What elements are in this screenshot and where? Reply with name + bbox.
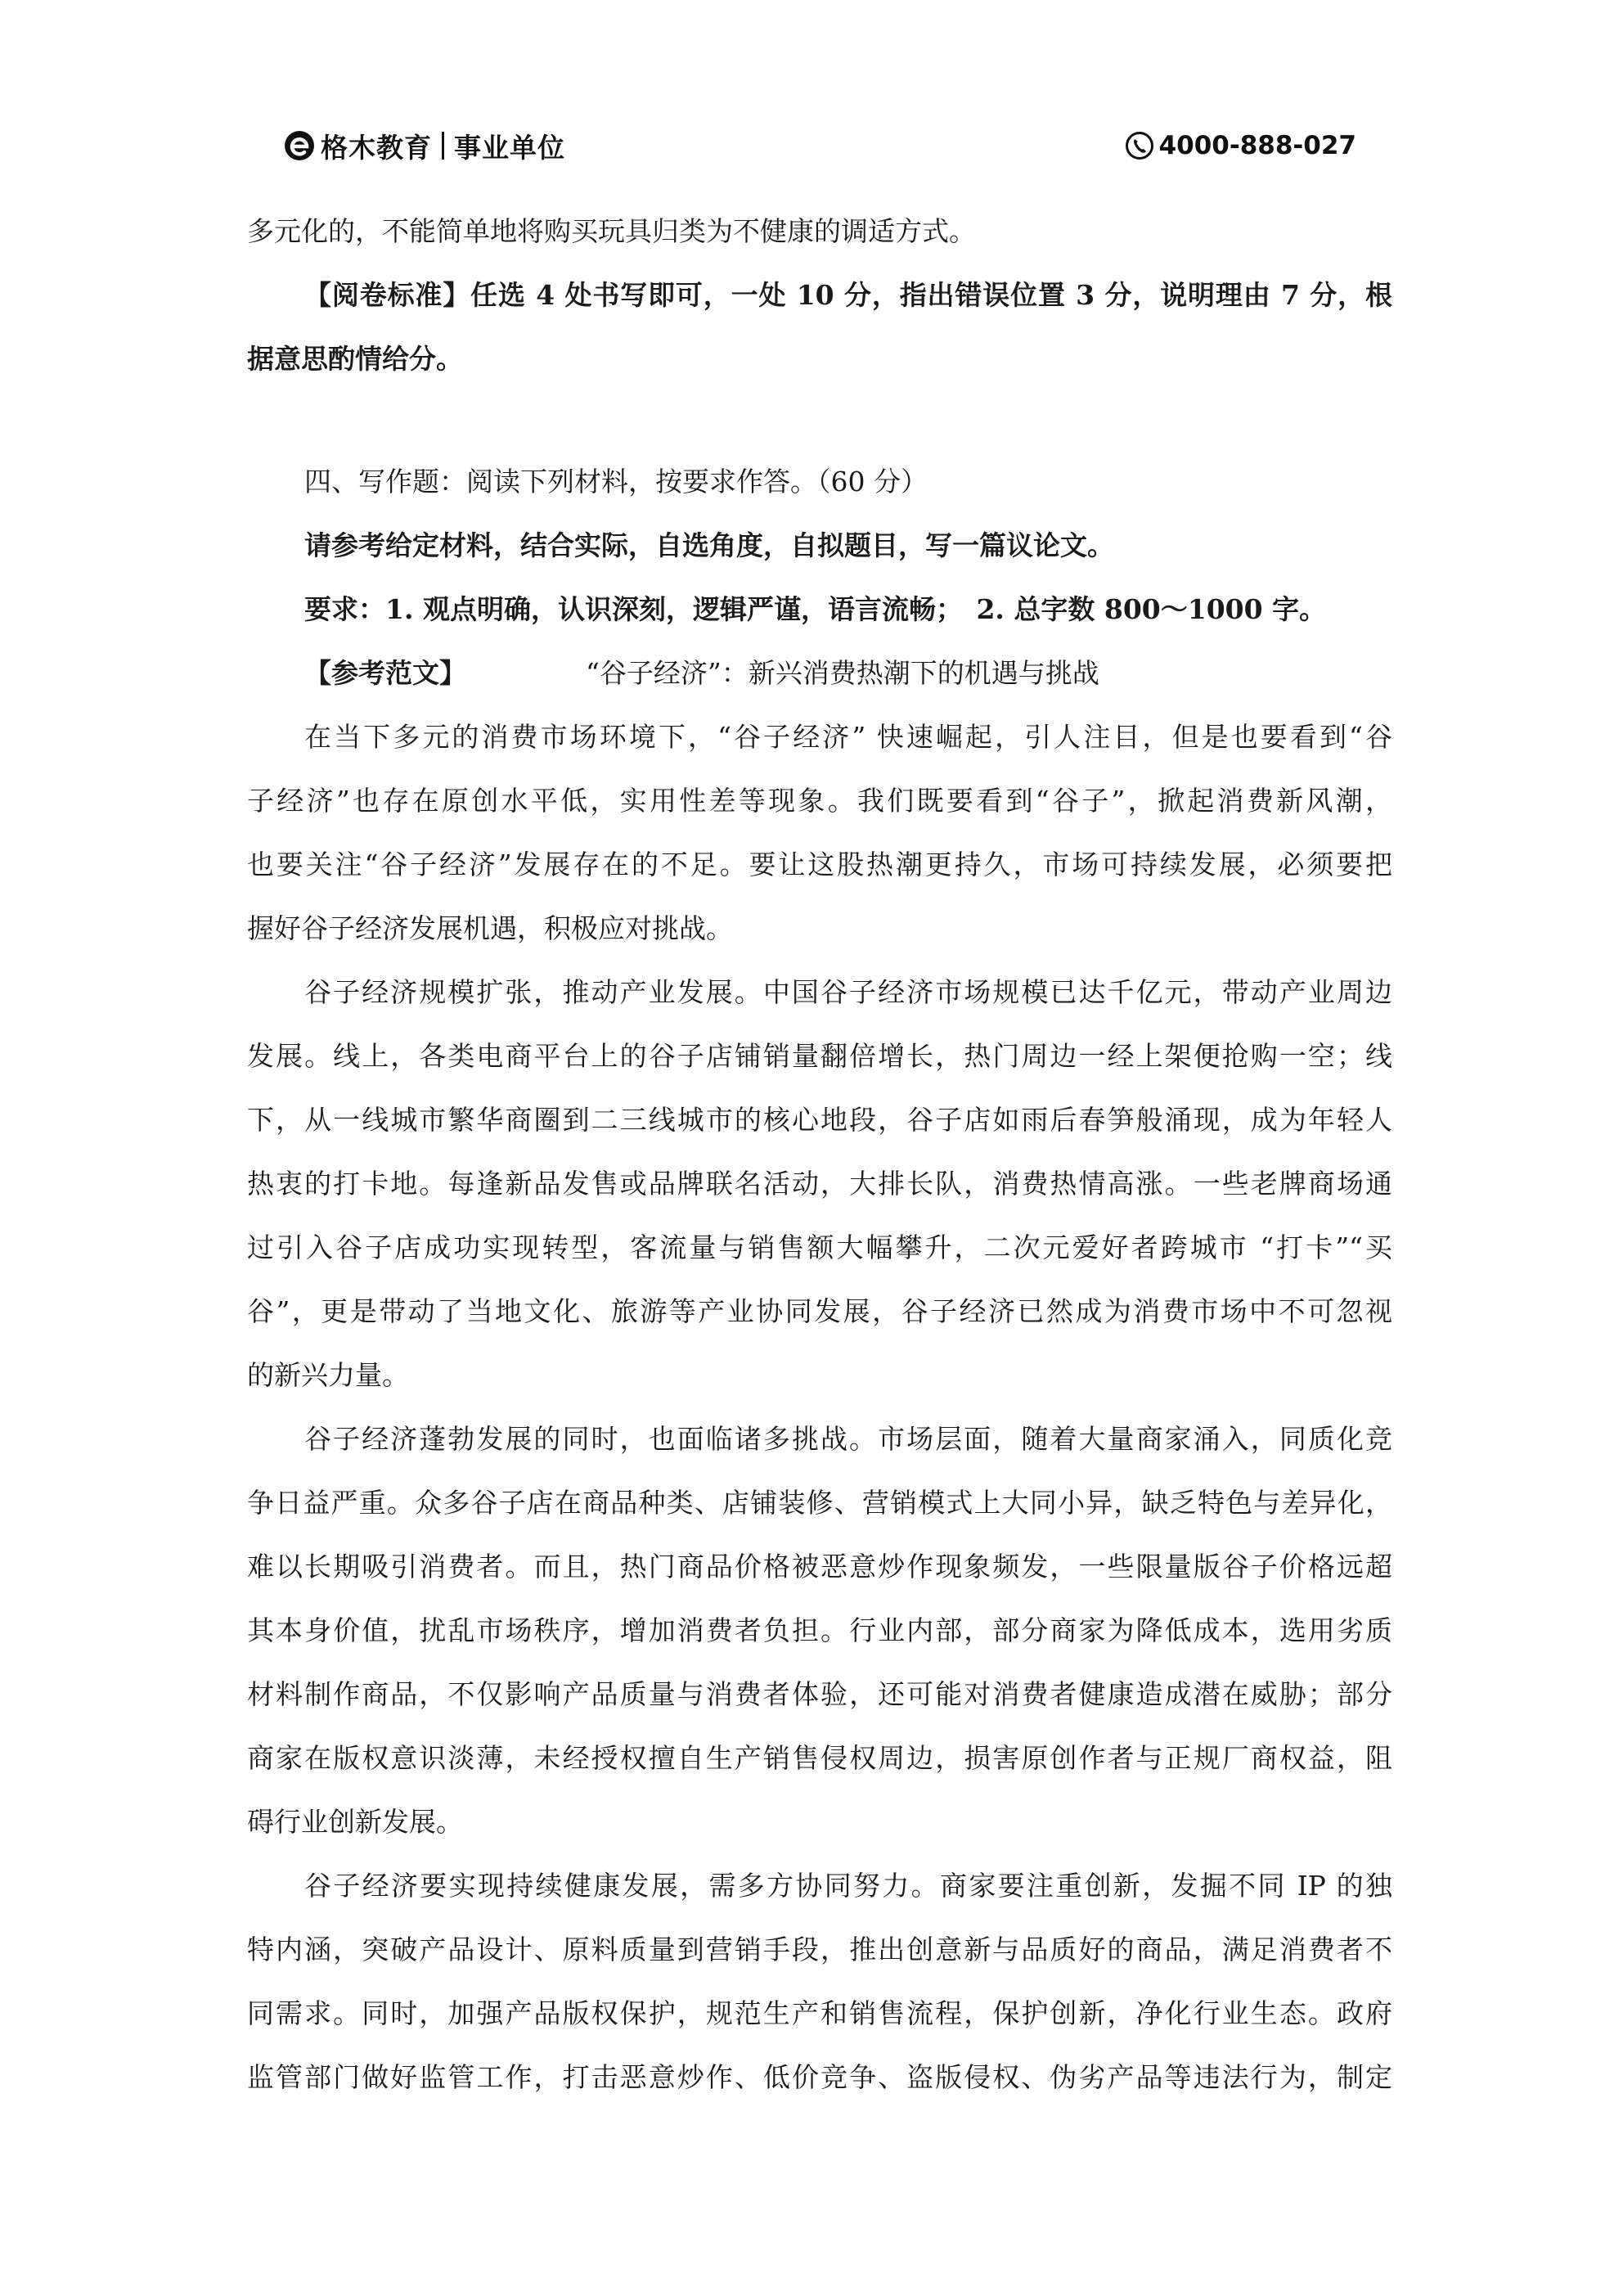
paragraph-line: 谷子经济蓬勃发展的同时，也面临诸多挑战。市场层面，随着大量商家涌入，同质化竞 — [304, 1423, 1392, 1455]
paragraph-line: 下，从一线城市繁华商圈到二三线城市的核心地段，谷子店如雨后春笋般涌现，成为年轻人 — [247, 1104, 1392, 1136]
paragraph-line: 谷子经济规模扩张，推动产业发展。中国谷子经济市场规模已达千亿元，带动产业周边 — [304, 976, 1392, 1008]
grading-standard-line: 据意思酌情给分。 — [247, 343, 463, 375]
essay-paragraph — [247, 705, 1392, 961]
paragraph-line: 碍行业创新发展。 — [247, 1806, 463, 1838]
paragraph-line: 特内涵，突破产品设计、原料质量到营销手段，推出创意新与品质好的商品，满足消费者不 — [247, 1934, 1392, 1965]
phone-icon — [1125, 131, 1154, 160]
brand — [283, 124, 565, 167]
hotline — [1125, 124, 1356, 167]
section-gap — [247, 391, 1392, 450]
essay-paragraph — [247, 961, 1392, 1407]
brand-name: 格木教育 — [321, 131, 432, 164]
writing-instruction: 请参考给定材料，结合实际，自选角度，自拟题目，写一篇议论文。 — [304, 529, 1114, 561]
paragraph-line: 在当下多元的消费市场环境下，“谷子经济” 快速崛起，引人注目，但是也要看到“谷 — [304, 721, 1392, 753]
paragraph-line: 监管部门做好监管工作，打击恶意炒作、低价竞争、盗版侵权、伪劣产品等违法行为，制定 — [247, 2061, 1392, 2093]
previous-answer-tail: 多元化的，不能简单地将购买玩具归类为不健康的调适方式。 — [247, 215, 976, 247]
paragraph-line: 其本身价值，扰乱市场秩序，增加消费者负担。行业内部，部分商家为降低成本，选用劣质 — [247, 1614, 1392, 1646]
e-logo-icon — [283, 129, 316, 162]
paragraph-line: 争日益严重。众多谷子店在商品种类、店铺装修、营销模式上大同小异，缺乏特色与差异化， — [247, 1487, 1392, 1519]
paragraph-line: 过引入谷子店成功实现转型，客流量与销售额大幅攀升，二次元爱好者跨城市 “打卡”“买 — [247, 1231, 1392, 1263]
essay-paragraph — [247, 1407, 1392, 1854]
paragraph-line: 握好谷子经济发展机遇，积极应对挑战。 — [247, 912, 733, 944]
page-header — [283, 124, 1356, 167]
brand-divider — [442, 132, 444, 160]
grading-standard-line: 【阅卷标准】任选 4 处书写即可，一处 10 分，指出错误位置 3 分，说明理由 7 分，根 — [304, 279, 1392, 311]
brand-division: 事业单位 — [454, 131, 565, 164]
essay-paragraph — [247, 1854, 1392, 2109]
paragraph-line: 发展。线上，各类电商平台上的谷子店铺销量翻倍增长，热门周边一经上架便抢购一空；线 — [247, 1040, 1392, 1072]
writing-requirements: 要求：1. 观点明确，认识深刻，逻辑严谨，语言流畅； 2. 总字数 800～1000 字。 — [304, 593, 1327, 625]
paragraph-line: 谷子经济要实现持续健康发展，需多方协同努力。商家要注重创新，发掘不同 IP 的独 — [304, 1870, 1392, 1902]
paragraph-line: 也要关注“谷子经济”发展存在的不足。要让这股热潮更持久，市场可持续发展，必须要把 — [247, 849, 1392, 880]
paragraph-line: 同需求。同时，加强产品版权保护，规范生产和销售流程，保护创新，净化行业生态。政府 — [247, 1997, 1392, 2029]
paragraph-line: 谷”，更是带动了当地文化、旅游等产业协同发展，谷子经济已然成为消费市场中不可忽视 — [247, 1295, 1392, 1327]
reference-essay-heading — [247, 642, 1392, 705]
essay-title: “谷子经济”：新兴消费热潮下的机遇与挑战 — [586, 657, 1099, 689]
hotline-number: 4000-888-027 — [1158, 131, 1356, 160]
paragraph-line: 热衷的打卡地。每逢新品发售或品牌联名活动，大排长队，消费热情高涨。一些老牌商场通 — [247, 1168, 1392, 1200]
paragraph-line: 难以长期吸引消费者。而且，热门商品价格被恶意炒作现象频发，一些限量版谷子价格远超 — [247, 1551, 1392, 1582]
paragraph-line: 材料制作商品，不仅影响产品质量与消费者体验，还可能对消费者健康造成潜在威胁；部分 — [247, 1678, 1392, 1710]
section-title: 四、写作题：阅读下列材料，按要求作答。（60 分） — [304, 466, 928, 497]
paragraph-line: 的新兴力量。 — [247, 1359, 409, 1391]
paragraph-line: 子经济”也存在原创水平低，实用性差等现象。我们既要看到“谷子”，掀起消费新风潮， — [247, 785, 1392, 817]
document-body — [247, 200, 1392, 2109]
reference-label: 【参考范文】 — [304, 657, 466, 689]
paragraph-line: 商家在版权意识淡薄，未经授权擅自生产销售侵权周边，损害原创作者与正规厂商权益，阻 — [247, 1742, 1392, 1774]
